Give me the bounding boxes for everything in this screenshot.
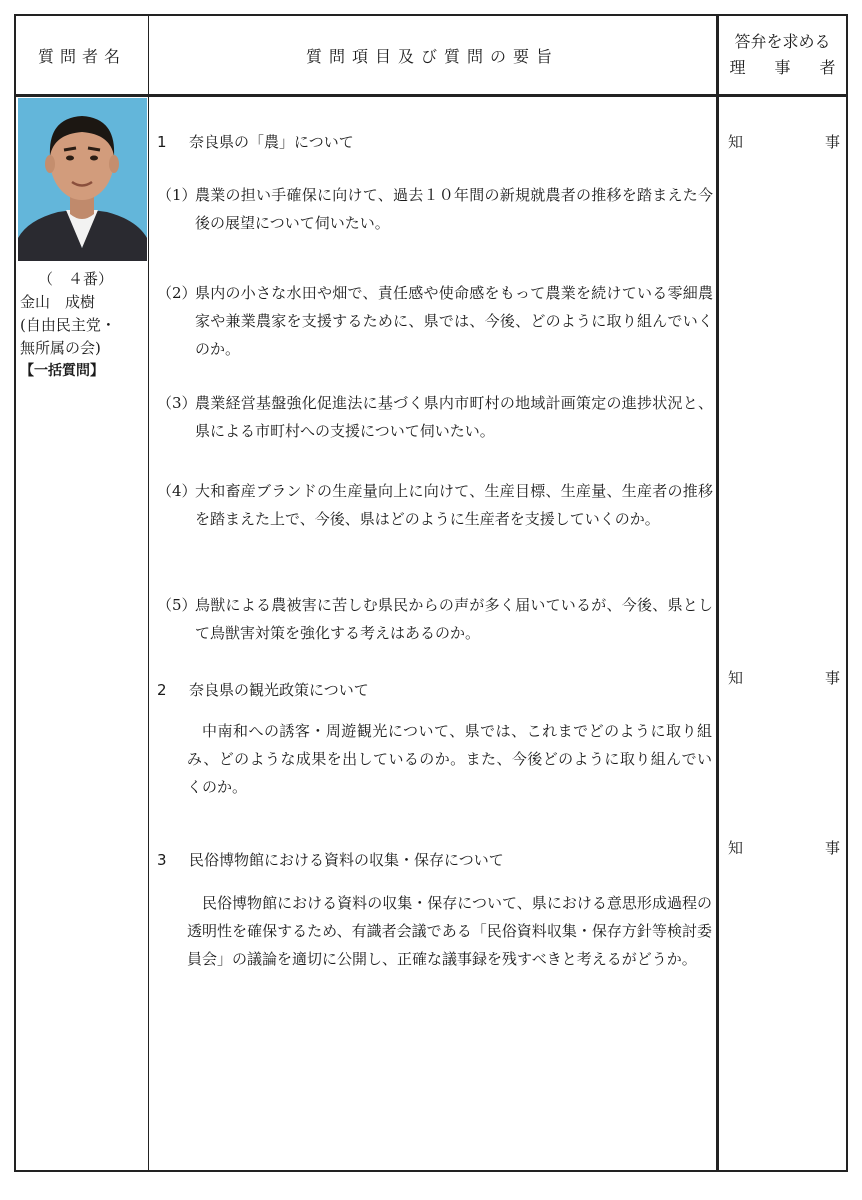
questioner-name: 金山 成樹 xyxy=(20,293,96,311)
responder: 知 事 xyxy=(728,839,840,857)
questioner-party: 無所属の会) xyxy=(20,339,101,357)
column-divider xyxy=(148,16,149,1170)
question-text: 民俗博物館における資料の収集・保存について、県における意思形成過程の透明性を確保するため、有識者会議である「民俗資料収集・保存方針等検討委員会」の議論を適切に公開し、正確な議事録を残すべきと考えるがどうか。 xyxy=(187,894,712,968)
question-mode: 【一括質問】 xyxy=(20,363,104,379)
questioner-photo xyxy=(18,98,147,261)
responder: 知 事 xyxy=(728,133,840,151)
sub-question: （3） 農業経営基盤強化促進法に基づく県内市町村の地域計画策定の進捗状況と、県による市町村への支援について伺いたい。 xyxy=(157,394,713,440)
header-items: 質問項目及び質問の要旨 xyxy=(305,46,559,66)
questioner-number: （ ４番） xyxy=(38,270,114,288)
column-divider xyxy=(716,16,719,1170)
header-responder-line1: 答弁を求める xyxy=(734,32,831,51)
header-divider xyxy=(16,94,846,97)
section-title: 3 民俗博物館における資料の収集・保存について xyxy=(157,851,504,869)
section-title: 2 奈良県の観光政策について xyxy=(157,681,369,699)
responder: 知 事 xyxy=(728,669,840,687)
header-questioner: 質問者名 xyxy=(37,46,126,66)
section-title: 1 奈良県の「農」について xyxy=(157,133,354,151)
header-responder-line2: 理 事 者 xyxy=(729,58,836,77)
sub-question: （1） 農業の担い手確保に向けて、過去１０年間の新規就農者の推移を踏まえた今後の展望について伺いたい。 xyxy=(157,186,713,232)
questioner-party: (自由民主党・ xyxy=(20,316,116,334)
question-text: 中南和への誘客・周遊観光について、県では、これまでどのように取り組み、どのような成果を出しているのか。また、今後どのように取り組んでいくのか。 xyxy=(187,722,712,796)
question-table xyxy=(14,14,848,1172)
sub-question: （2） 県内の小さな水田や畑で、責任感や使命感をもって農業を続けている零細農家や兼業農家を支援するために、県では、今後、どのように取り組んでいくのか。 xyxy=(157,284,713,358)
header-responder xyxy=(719,16,846,94)
sub-question: （4） 大和畜産ブランドの生産量向上に向けて、生産目標、生産量、生産者の推移を踏まえた上で、今後、県はどのように生産者を支援していくのか。 xyxy=(157,482,713,528)
sub-question: （5） 鳥獣による農被害に苦しむ県民からの声が多く届いているが、今後、県として鳥獣害対策を強化する考えはあるのか。 xyxy=(157,596,713,642)
questioner-info xyxy=(20,268,146,383)
